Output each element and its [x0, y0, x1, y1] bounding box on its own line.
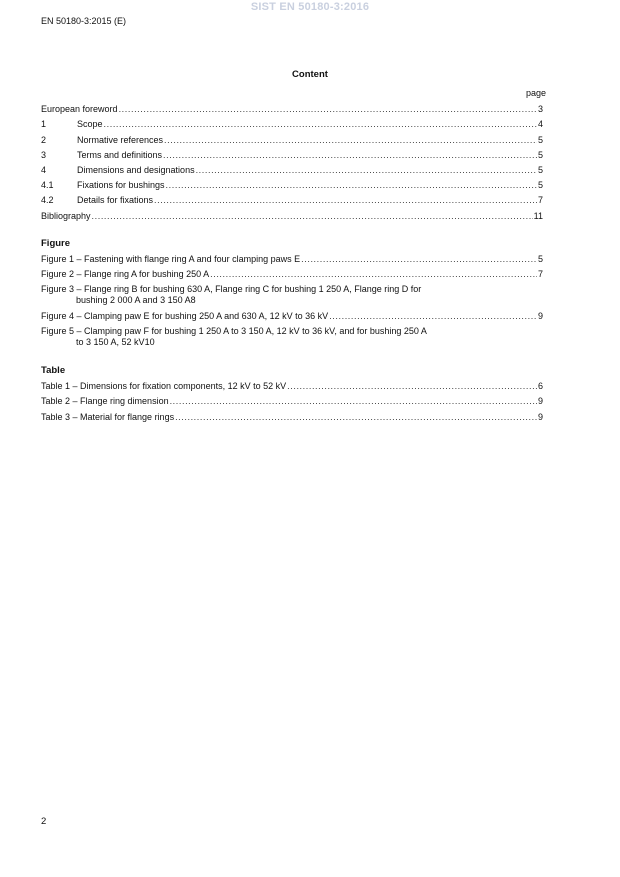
figure-title: Figure 5 – Clamping paw F for bushing 1 250 A to 3 150 A, 12 kV to 36 kV, and for bushing 250 A: [41, 325, 427, 336]
leader-dots: [163, 150, 537, 161]
list-of-tables: [41, 365, 543, 423]
leader-dots: [154, 195, 537, 206]
table-page: 9: [537, 396, 543, 407]
toc-number: 1: [41, 119, 47, 130]
toc-entry[interactable]: [41, 130, 543, 145]
figure-entry[interactable]: [41, 250, 543, 265]
toc-title: Scope: [77, 119, 103, 130]
toc-number: 3: [41, 149, 47, 160]
figure-entry[interactable]: [41, 280, 543, 306]
figure-page: 8: [190, 295, 196, 306]
toc-number: 2: [41, 134, 47, 145]
toc-page: 3: [537, 104, 543, 115]
toc-page: 4: [537, 119, 543, 130]
leader-dots: [166, 180, 537, 191]
toc-number: 4: [41, 164, 47, 175]
table-of-contents: [41, 100, 543, 222]
toc-entry[interactable]: [41, 206, 543, 221]
toc-entry[interactable]: [41, 176, 543, 191]
leader-dots: [301, 254, 537, 265]
figure-page: 5: [537, 254, 543, 265]
watermark: SIST EN 50180-3:2016: [250, 1, 370, 13]
toc-page: 5: [537, 134, 543, 145]
toc-entry[interactable]: [41, 100, 543, 115]
table-title: Table 1 – Dimensions for fixation components, 12 kV to 52 kV: [41, 381, 287, 392]
figure-page: 10: [144, 336, 155, 347]
figure-title: Figure 2 – Flange ring A for bushing 250 A: [41, 269, 210, 280]
figure-page: 9: [537, 310, 543, 321]
toc-entry[interactable]: [41, 115, 543, 130]
leader-dots: [170, 396, 537, 407]
figure-entry[interactable]: [41, 322, 543, 348]
toc-page: 11: [533, 210, 543, 221]
leader-dots: [175, 412, 537, 423]
figure-title: Figure 3 – Flange ring B for bushing 630 A, Flange ring C for bushing 1 250 A, Flange ring D for: [41, 284, 422, 295]
toc-number: 4.2: [41, 195, 54, 206]
leader-dots: [92, 211, 533, 222]
toc-entry[interactable]: [41, 191, 543, 206]
page-column-label: page: [525, 88, 546, 98]
leader-dots: [329, 311, 537, 322]
toc-page: 5: [537, 180, 543, 191]
page-number: 2: [41, 816, 47, 827]
toc-title: Normative references: [77, 134, 164, 145]
toc-title: Fixations for bushings: [77, 180, 165, 191]
leader-dots: [164, 135, 537, 146]
document-id: EN 50180-3:2015 (E): [41, 16, 127, 26]
toc-title: Terms and definitions: [77, 149, 163, 160]
toc-entry[interactable]: [41, 161, 543, 176]
figure-page: 7: [537, 269, 543, 280]
leader-dots: [196, 165, 537, 176]
toc-title: European foreword: [41, 104, 118, 115]
figure-title: Figure 4 – Clamping paw E for bushing 250 A and 630 A, 12 kV to 36 kV: [41, 310, 329, 321]
figure-entry[interactable]: [41, 265, 543, 280]
tables-heading: Table: [41, 365, 66, 376]
table-entry[interactable]: [41, 407, 543, 422]
leader-dots: [287, 381, 537, 392]
leader-dots: [119, 104, 537, 115]
table-entry[interactable]: [41, 377, 543, 392]
leader-dots: [210, 269, 537, 280]
list-of-figures: [41, 238, 543, 348]
leader-dots: [104, 119, 537, 130]
toc-number: 4.1: [41, 180, 54, 191]
figure-title-continued: bushing 2 000 A and 3 150 A: [76, 295, 191, 306]
toc-page: 7: [537, 195, 543, 206]
figure-title-continued: to 3 150 A, 52 kV: [76, 336, 145, 347]
toc-page: 5: [537, 149, 543, 160]
toc-title: Dimensions and designations: [77, 164, 195, 175]
table-entry[interactable]: [41, 392, 543, 407]
table-title: Table 2 – Flange ring dimension: [41, 396, 169, 407]
figure-title: Figure 1 – Fastening with flange ring A and four clamping paws E: [41, 254, 301, 265]
figures-heading: Figure: [41, 238, 71, 249]
table-title: Table 3 – Material for flange rings: [41, 411, 175, 422]
toc-title: Bibliography: [41, 210, 91, 221]
toc-page: 5: [537, 164, 543, 175]
figure-entry[interactable]: [41, 306, 543, 321]
toc-title: Details for fixations: [77, 195, 154, 206]
table-page: 9: [537, 411, 543, 422]
page-title: Content: [292, 69, 328, 80]
toc-entry[interactable]: [41, 146, 543, 161]
table-page: 6: [537, 381, 543, 392]
